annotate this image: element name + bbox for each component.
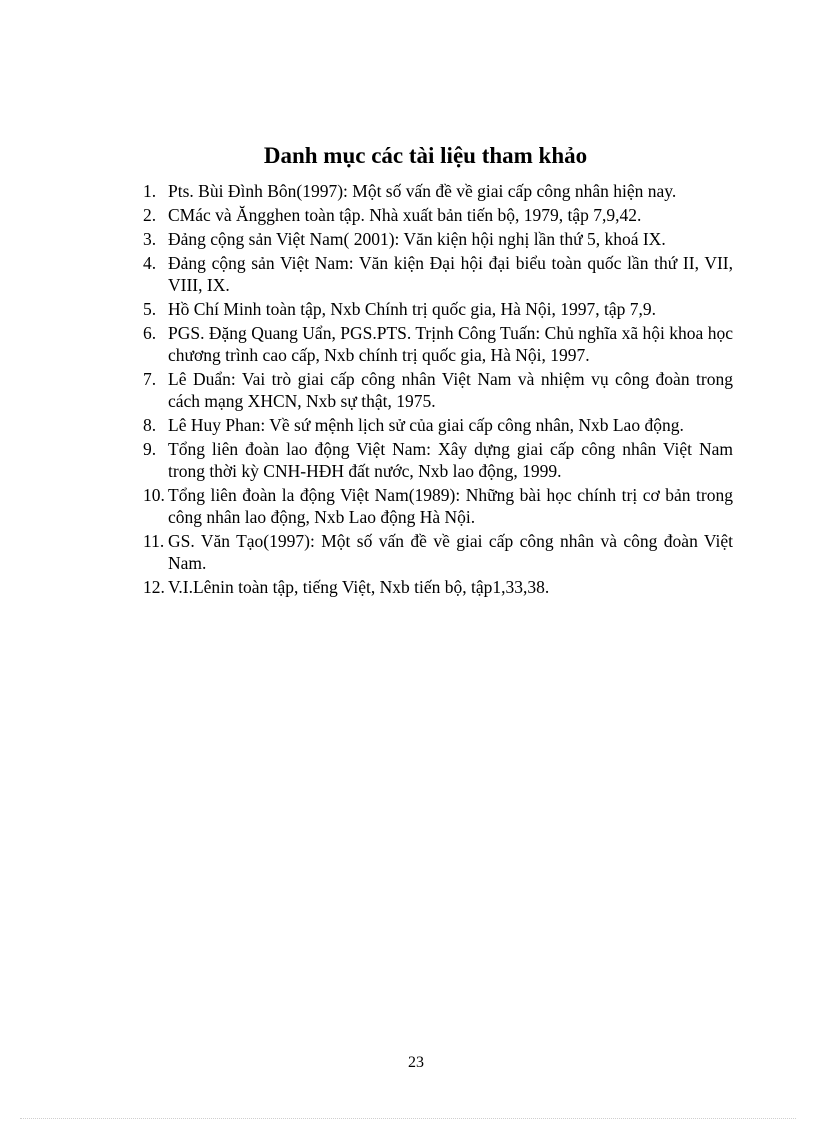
reference-text: Lê Huy Phan: Về sứ mệnh lịch sử của giai cấp công nhân, Nxb Lao động. <box>168 415 684 435</box>
list-item <box>143 484 733 528</box>
reference-number: 7. <box>143 369 157 389</box>
reference-text: Tổng liên đoàn la động Việt Nam(1989): Những bài học chính trị cơ bản trong công nhân lao động, Nxb Lao động Hà Nội. <box>168 485 733 527</box>
reference-list <box>143 180 733 600</box>
page-title: Danh mục các tài liệu tham khảo <box>263 143 588 169</box>
page-number: 23 <box>408 1054 424 1071</box>
list-item <box>143 322 733 366</box>
page-bottom-divider <box>20 1118 796 1119</box>
list-item <box>143 368 733 412</box>
reference-text: V.I.Lênin toàn tập, tiếng Việt, Nxb tiến bộ, tập1,33,38. <box>168 577 550 597</box>
list-item <box>143 530 733 574</box>
list-item <box>143 180 733 202</box>
list-item <box>143 298 733 320</box>
reference-number: 10. <box>143 485 165 505</box>
reference-number: 8. <box>143 415 157 435</box>
reference-text: GS. Văn Tạo(1997): Một số vấn đề về giai cấp công nhân và công đoàn Việt Nam. <box>168 531 733 573</box>
reference-text: Pts. Bùi Đình Bôn(1997): Một số vấn đề về giai cấp công nhân hiện nay. <box>168 181 677 201</box>
reference-number: 6. <box>143 323 157 343</box>
list-item <box>143 438 733 482</box>
list-item <box>143 576 733 598</box>
reference-number: 5. <box>143 299 157 319</box>
reference-text: Đảng cộng sản Việt Nam: Văn kiện Đại hội đại biểu toàn quốc lần thứ II, VII, VIII, IX. <box>168 253 733 295</box>
reference-text: CMác và Ăngghen toàn tập. Nhà xuất bản tiến bộ, 1979, tập 7,9,42. <box>168 205 642 225</box>
reference-number: 9. <box>143 439 157 459</box>
list-item <box>143 414 733 436</box>
reference-text: Tổng liên đoàn lao động Việt Nam: Xây dựng giai cấp công nhân Việt Nam trong thời kỳ CNH-HĐH đất nước, Nxb lao động, 1999. <box>168 439 733 481</box>
list-item <box>143 228 733 250</box>
reference-number: 12. <box>143 577 165 597</box>
reference-number: 1. <box>143 181 157 201</box>
reference-text: PGS. Đặng Quang Uẩn, PGS.PTS. Trịnh Công Tuấn: Chủ nghĩa xã hội khoa học chương trình cao cấp, Nxb chính trị quốc gia, Hà Nội, 1997. <box>168 323 733 365</box>
reference-number: 3. <box>143 229 157 249</box>
reference-number: 2. <box>143 205 157 225</box>
list-item <box>143 204 733 226</box>
reference-text: Đảng cộng sản Việt Nam( 2001): Văn kiện hội nghị lần thứ 5, khoá IX. <box>168 229 666 249</box>
reference-text: Hồ Chí Minh toàn tập, Nxb Chính trị quốc gia, Hà Nội, 1997, tập 7,9. <box>168 299 657 319</box>
list-item <box>143 252 733 296</box>
reference-number: 11. <box>143 531 165 551</box>
reference-number: 4. <box>143 253 157 273</box>
reference-text: Lê Duẩn: Vai trò giai cấp công nhân Việt Nam và nhiệm vụ công đoàn trong cách mạng XHCN, Nxb sự thật, 1975. <box>168 369 733 411</box>
